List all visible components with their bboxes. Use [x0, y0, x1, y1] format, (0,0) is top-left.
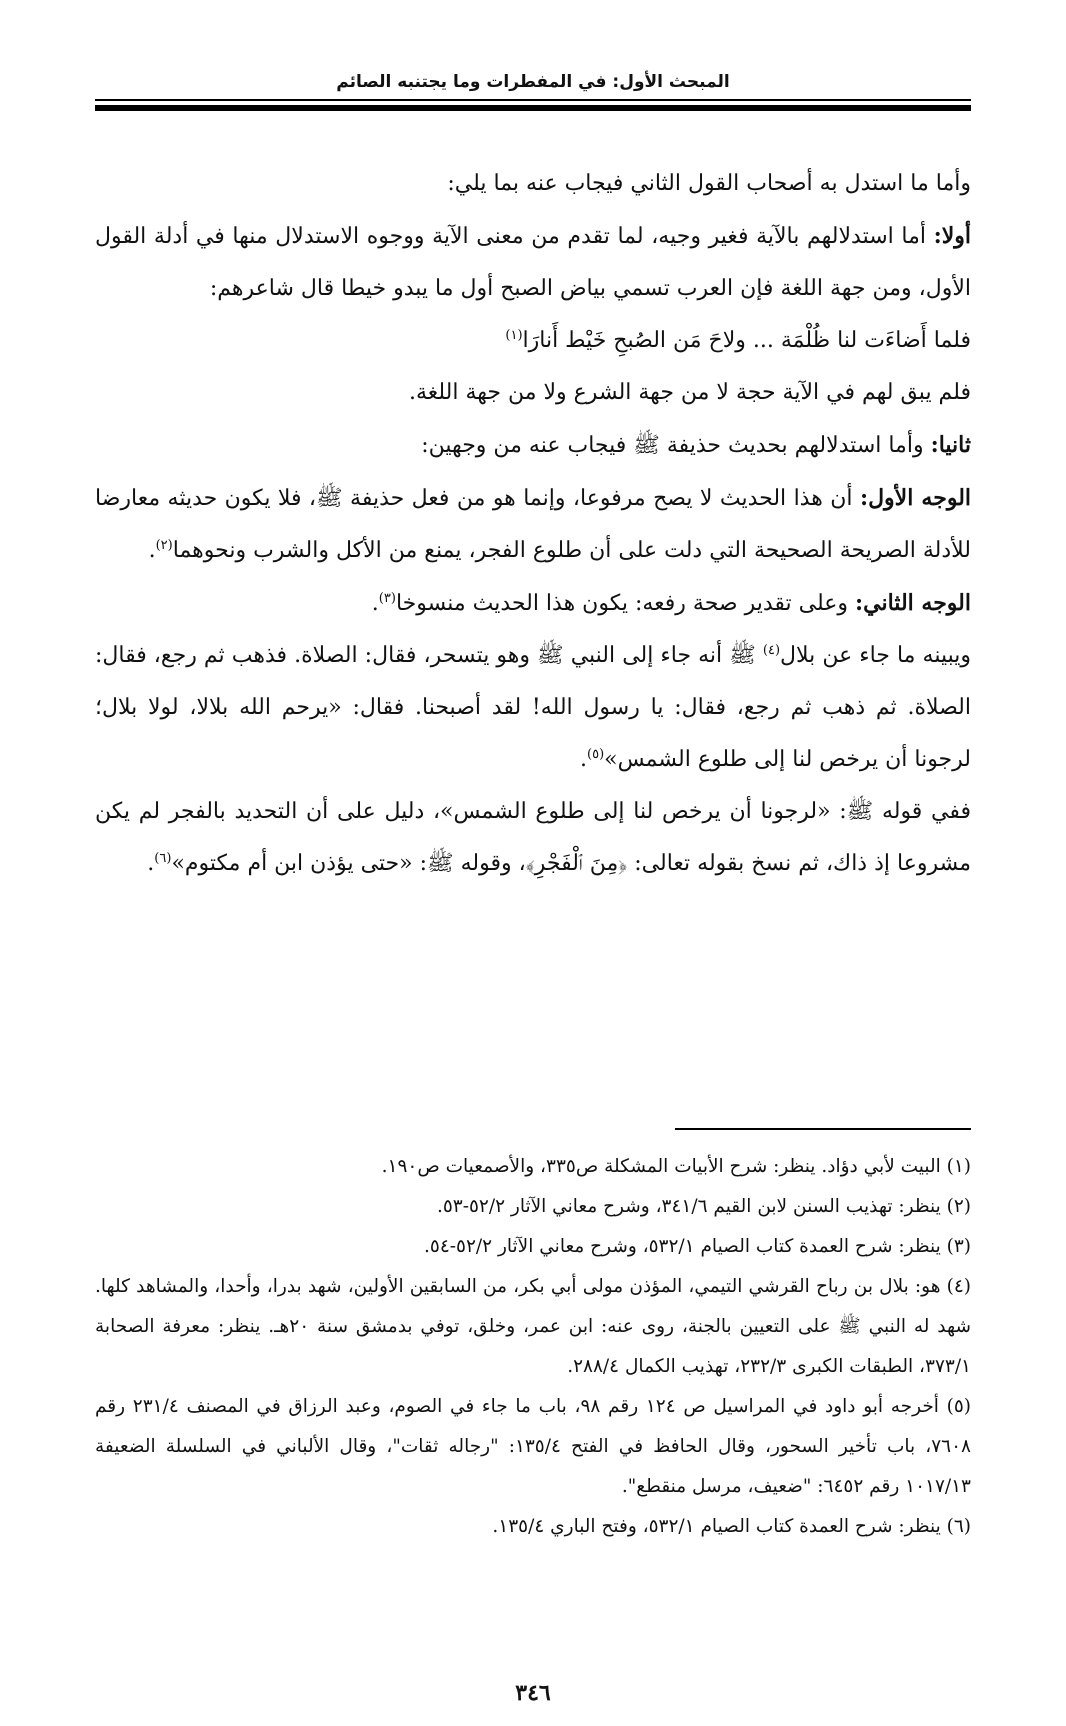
main-text	[95, 158, 971, 890]
running-title: المبحث الأول: في المفطرات وما يجتنبه الصائم	[336, 72, 730, 92]
aspect-one-text: أن هذا الحديث لا يصح مرفوعا، وإنما هو من فعل حذيفة ﷺ، فلا يكون حديثه معارضا للأدلة الصريحة الصحيحة التي دلت على أن طلوع الفجر، يمنع من الأكل والشرب ونحوهما	[95, 486, 971, 563]
footnote-item: (٢) ينظر: تهذيب السنن لابن القيم ٣٤١/٦، وشرح معاني الآثار ٥٢/٢-٥٣.	[436, 1196, 971, 1217]
footnote-item: (٤) هو: بلال بن رباح القرشي التيمي، المؤذن مولى أبي بكر، من السابقين الأولين، شهد بدرا، وأحدا، والمشاهد كلها. شهد له النبي ﷺ على التعيين بالجنة، روى عنه: ابن عمر، وخلق، توفي بدمشق سنة ٢٠هـ. ينظر: معرفة الصحابة ٣٧٣/١، الطبقات الكبرى ٢٣٢/٣، تهذيب الكمال ٢٨٨/٤.	[95, 1276, 971, 1377]
aspect-one-paragraph: الوجه الأول: أن هذا الحديث لا يصح مرفوعا، وإنما هو من فعل حذيفة ﷺ، فلا يكون حديثه معارضا للأدلة الصريحة الصحيحة التي دلت على أن طلوع الفجر، يمنع من الأكل والشرب ونحوهما$^{(٢)}$.	[95, 485, 972, 563]
footnote-item: (٣) ينظر: شرح العمدة كتاب الصيام ٥٣٢/١، وشرح معاني الآثار ٥٢/٢-٥٤.	[424, 1236, 971, 1257]
no-proof-paragraph: فلم يبق لهم في الآية حجة لا من جهة الشرع ولا من جهة اللغة.	[408, 380, 971, 405]
aspect-two-label: الوجه الثاني:	[855, 590, 971, 616]
intro-paragraph: وأما ما استدل به أصحاب القول الثاني فيجاب عنه بما يلي:	[447, 171, 971, 196]
conclusion-text: ففي قوله ﷺ: «لرجونا أن يرخص لنا إلى طلوع الشمس»، دليل على أن التحديد بالفجر لم يكن مشروعا إذ ذاك، ثم نسخ بقوله تعالى: ﴿مِنَ ٱلْفَجْرِ﴾، وقوله ﷺ: «حتى يؤذن ابن أم مكتوم»	[95, 799, 971, 876]
second-point-label: ثانيا:	[930, 432, 971, 458]
first-point-label: أولا:	[933, 223, 971, 249]
second-point-text: وأما استدلالهم بحديث حذيفة ﷺ فيجاب عنه من وجهين:	[421, 433, 931, 458]
first-point-paragraph	[95, 210, 971, 315]
conclusion-paragraph: ففي قوله ﷺ: «لرجونا أن يرخص لنا إلى طلوع الشمس»، دليل على أن التحديد بالفجر لم يكن مشروعا إذ ذاك، ثم نسخ بقوله تعالى: ﴿مِنَ ٱلْفَجْرِ﴾، وقوله ﷺ: «حتى يؤذن ابن أم مكتوم»$^{(٦)}$.	[95, 799, 971, 876]
footnote-ref-5: (٥)	[587, 747, 605, 762]
footnote-item: (٥) أخرجه أبو داود في المراسيل ص ١٢٤ رقم ٩٨، باب ما جاء في الصوم، وعبد الرزاق في المصنف ٢٣١/٤ رقم ٧٦٠٨، باب تأخير السحور، وقال الحافظ في الفتح ١٣٥/٤: "رجاله ثقات"، وقال الألباني في السلسلة الضعيفة ١٠١٧/١٣ رقم ٦٤٥٢: "ضعيف، مرسل منقطع".	[95, 1396, 971, 1497]
aspect-two-text: وعلى تقدير صحة رفعه: يكون هذا الحديث منسوخا	[395, 591, 856, 616]
footnote-ref-2: (٢)	[155, 538, 173, 553]
bilal-text-a: ويبينه ما جاء عن بلال	[780, 643, 971, 668]
verse-line	[95, 315, 971, 367]
footnote-ref-4: (٤)	[762, 643, 781, 658]
verse-text: فلما أَضاءَت لنا ظُلْمَة ... ولاحَ مَن الصُبحِ خَيْط أَنارَا	[522, 328, 971, 353]
footnote-ref-3: (٣)	[378, 591, 396, 606]
page-number: ٣٤٦	[515, 1680, 551, 1706]
aspect-two-paragraph: الوجه الثاني: وعلى تقدير صحة رفعه: يكون هذا الحديث منسوخا$^{(٣)}$.	[371, 590, 971, 616]
footnote-ref-1: (١)	[505, 328, 523, 343]
footnote-ref-6: (٦)	[154, 851, 172, 866]
footnote-item: (٦) ينظر: شرح العمدة كتاب الصيام ٥٣٢/١، وفتح الباري ١٣٥/٤.	[492, 1516, 971, 1537]
first-point-text: أما استدلالهم بالآية فغير وجيه، لما تقدم من معنى الآية ووجوه الاستدلال منها في أدلة القول الأول، ومن جهة اللغة فإن العرب تسمي بياض الصبح أول ما يبدو خيطا قال شاعرهم:	[95, 224, 971, 301]
header-rule-thin	[95, 99, 971, 101]
footnote-separator	[675, 1128, 971, 1130]
bilal-text-b: ﷺ أنه جاء إلى النبي ﷺ وهو يتسحر، فقال: الصلاة. فذهب ثم رجع، فقال: الصلاة. ثم ذهب ثم رجع، فقال: يا رسول الله! لقد أصبحنا. فقال: «يرحم الله بلالا، لولا بلال؛ لرجونا أن يرخص لنا إلى طلوع الشمس»	[95, 643, 971, 772]
second-point-paragraph	[95, 419, 971, 472]
aspect-one-label: الوجه الأول:	[859, 485, 972, 511]
header-rule-thick	[95, 105, 971, 111]
footnote-item: (١) البيت لأبي دؤاد. ينظر: شرح الأبيات المشكلة ص٣٣٥، والأصمعيات ص١٩٠.	[381, 1156, 971, 1177]
bilal-paragraph: ويبينه ما جاء عن بلال$^{(٤)}$ ﷺ أنه جاء إلى النبي ﷺ وهو يتسحر، فقال: الصلاة. فذهب ثم رجع، فقال: الصلاة. ثم ذهب ثم رجع، فقال: يا رسول الله! لقد أصبحنا. فقال: «يرحم الله بلالا، لولا بلال؛ لرجونا أن يرخص لنا إلى طلوع الشمس»$^{(٥)}$.	[95, 643, 971, 772]
footnotes	[95, 1147, 971, 1547]
